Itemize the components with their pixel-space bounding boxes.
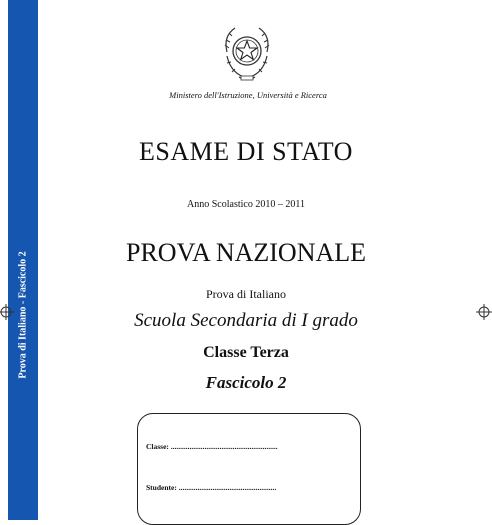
italian-republic-emblem-icon — [221, 22, 273, 84]
class-field[interactable]: Classe: ......................................................... — [146, 442, 278, 451]
subject-label: Prova di Italiano — [206, 287, 286, 301]
test-title: PROVA NAZIONALE — [125, 238, 367, 267]
school-year: Anno Scolastico 2010 – 2011 — [187, 199, 305, 210]
spine-label: Prova di Italiano - Fascicolo 2 — [17, 251, 29, 379]
ministry-name: Ministero dell'Istruzione, Università e Ricerca — [169, 90, 327, 100]
exam-title: ESAME DI STATO — [139, 137, 353, 166]
class-label: Classe Terza — [203, 344, 289, 361]
school-level: Scuola Secondaria di I grado — [134, 310, 358, 331]
student-field[interactable]: Studente: .................................................... — [146, 483, 277, 492]
student-info-box — [137, 413, 361, 525]
booklet-label: Fascicolo 2 — [205, 373, 287, 392]
